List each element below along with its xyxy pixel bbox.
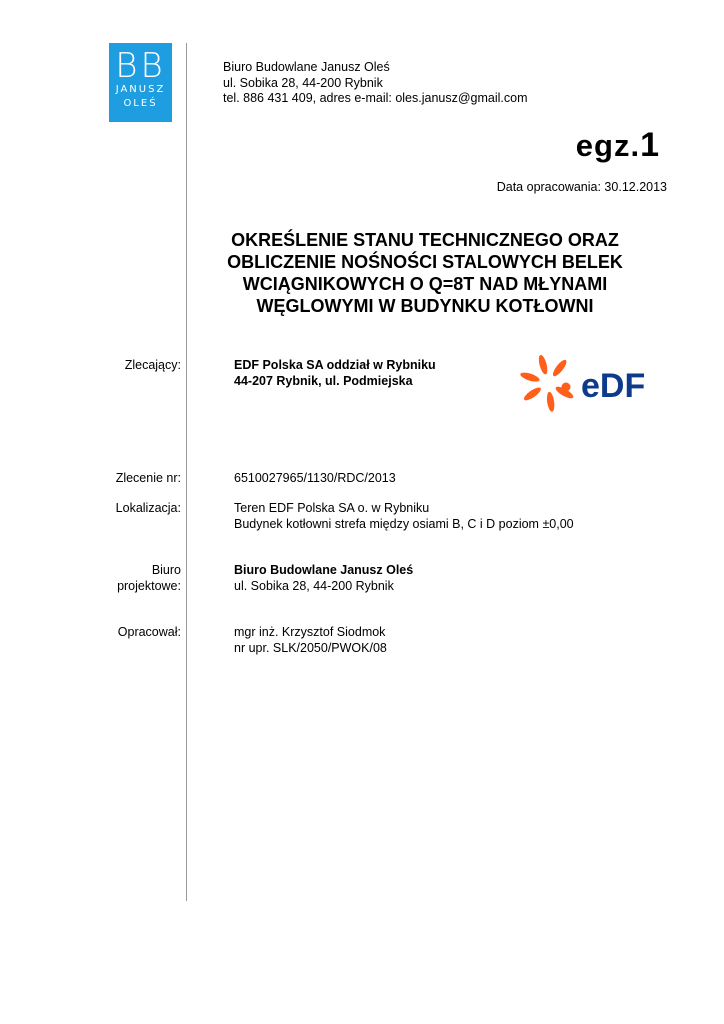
order-value: 6510027965/1130/RDC/2013 (234, 471, 396, 485)
location-value (234, 500, 574, 532)
header-address: ul. Sobika 28, 44-200 Rybnik (223, 75, 383, 90)
office-line-2: ul. Sobika 28, 44-200 Rybnik (234, 579, 394, 593)
copy-number (576, 126, 660, 165)
author-value (234, 624, 387, 656)
logo-line-2: OLEŚ (123, 98, 158, 109)
client-line-2: 44-207 Rybnik, ul. Podmiejska (234, 374, 413, 388)
header-info (223, 60, 528, 107)
order-label: Zlecenie nr: (115, 471, 181, 485)
office-label-1: Biuro (151, 563, 181, 577)
copy-digit: 1 (640, 126, 660, 164)
title-line-1: OKREŚLENIE STANU TECHNICZNEGO ORAZ (231, 230, 619, 250)
header-contact: tel. 886 431 409, adres e-mail: oles.janusz@gmail.com (223, 91, 528, 105)
preparation-date: Data opracowania: 30.12.2013 (496, 180, 667, 194)
location-line-1: Teren EDF Polska SA o. w Rybniku (234, 501, 430, 515)
logo-letters: BB (115, 46, 166, 86)
office-value (234, 562, 413, 594)
title-line-4: WĘGLOWYMI W BUDYNKU KOTŁOWNI (256, 296, 594, 316)
location-label: Lokalizacja: (115, 501, 181, 515)
edf-logo-graphic (515, 352, 665, 417)
edf-logo-text: eDF (581, 367, 646, 405)
logo-line-1: JANUSZ (115, 84, 166, 95)
edf-logo (515, 352, 665, 417)
document-title (205, 229, 645, 317)
title-line-2: OBLICZENIE NOŚNOŚCI STALOWYCH BELEK (227, 252, 623, 272)
client-value (234, 357, 436, 389)
client-label: Zlecający: (124, 358, 181, 372)
office-label (117, 562, 181, 594)
author-line-1: mgr inż. Krzysztof Siodmok (234, 625, 386, 639)
author-label: Opracował: (117, 625, 181, 639)
company-logo (109, 43, 172, 122)
office-label-2: projektowe: (117, 579, 181, 593)
copy-prefix: egz. (575, 128, 641, 163)
client-line-1: EDF Polska SA oddział w Rybniku (234, 358, 436, 372)
vertical-divider (186, 43, 187, 901)
author-line-2: nr upr. SLK/2050/PWOK/08 (234, 641, 387, 655)
header-company: Biuro Budowlane Janusz Oleś (223, 60, 390, 74)
location-line-2: Budynek kotłowni strefa między osiami B, C i D poziom ±0,00 (234, 517, 574, 531)
office-line-1: Biuro Budowlane Janusz Oleś (234, 563, 414, 577)
title-line-3: WCIĄGNIKOWYCH O Q=8T NAD MŁYNAMI (242, 274, 608, 294)
